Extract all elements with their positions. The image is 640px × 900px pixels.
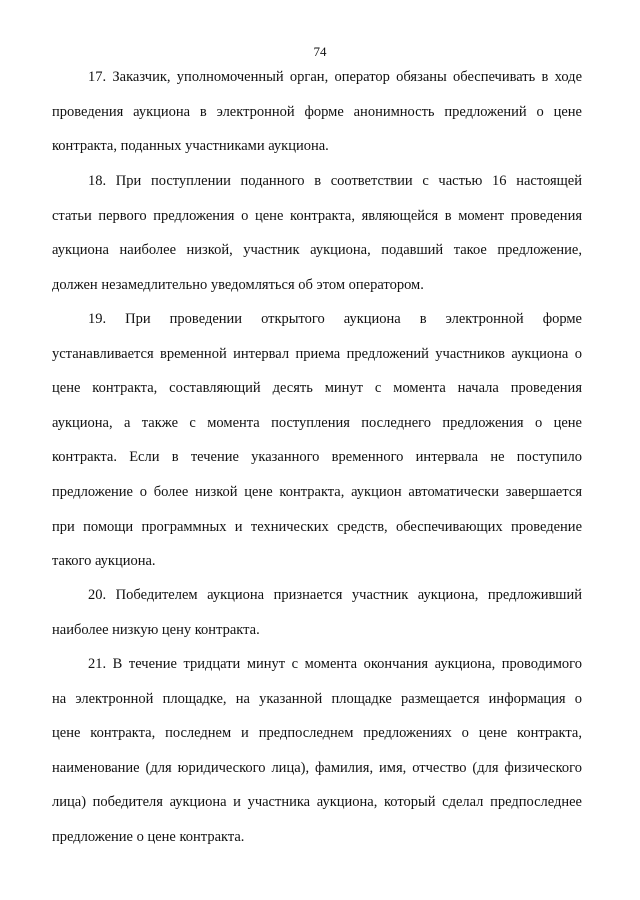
paragraph-line: лица) победителя аукциона и участника аукциона, который сделал предпоследнее [52,794,582,811]
paragraph-line: 19. При проведении открытого аукциона в электронной форме [88,311,582,327]
paragraph-line: такого аукциона. [52,553,156,570]
paragraph-line: цене контракта, составляющий десять минут с момента начала проведения [52,380,582,397]
paragraph-line: 18. При поступлении поданного в соответствии с частью 16 настоящей [88,173,582,189]
paragraph-17 [52,60,582,164]
paragraph-line: 21. В течение тридцати минут с момента окончания аукциона, проводимого [88,656,582,672]
paragraph-line: устанавливается временной интервал приема предложений участников аукциона о [52,345,582,362]
paragraph-line: цене контракта, последнем и предпоследнем предложениях о цене контракта, [52,725,582,742]
paragraph-line: должен незамедлительно уведомляться об этом оператором. [52,276,424,293]
paragraph-line: наименование (для юридического лица), фамилия, имя, отчество (для физического [52,759,582,776]
paragraph-line: контракта. Если в течение указанного временного интервала не поступило [52,449,582,466]
paragraph-line: проведения аукциона в электронной форме анонимность предложений о цене [52,103,582,120]
paragraph-18 [52,164,582,302]
paragraph-line: при помощи программных и технических средств, обеспечивающих проведение [52,518,582,535]
paragraph-21 [52,647,582,855]
paragraph-line: на электронной площадке, на указанной площадке размещается информация о [52,690,582,707]
paragraph-line: аукциона, а также с момента поступления последнего предложения о цене [52,414,582,431]
paragraph-line: предложение о цене контракта. [52,828,245,845]
paragraph-line: контракта, поданных участниками аукциона. [52,138,329,155]
paragraph-line: наиболее низкую цену контракта. [52,621,260,638]
paragraph-line: аукциона наиболее низкой, участник аукциона, подавший такое предложение, [52,242,582,259]
paragraph-line: 17. Заказчик, уполномоченный орган, оператор обязаны обеспечивать в ходе [88,69,582,85]
paragraph-19 [52,302,582,579]
paragraph-20 [52,578,582,647]
paragraph-line: 20. Победителем аукциона признается участник аукциона, предложивший [88,587,582,603]
paragraph-line: статьи первого предложения о цене контракта, являющейся в момент проведения [52,207,582,224]
page-number: 74 [313,44,327,59]
paragraph-line: предложение о более низкой цене контракта, аукцион автоматически завершается [52,483,582,500]
